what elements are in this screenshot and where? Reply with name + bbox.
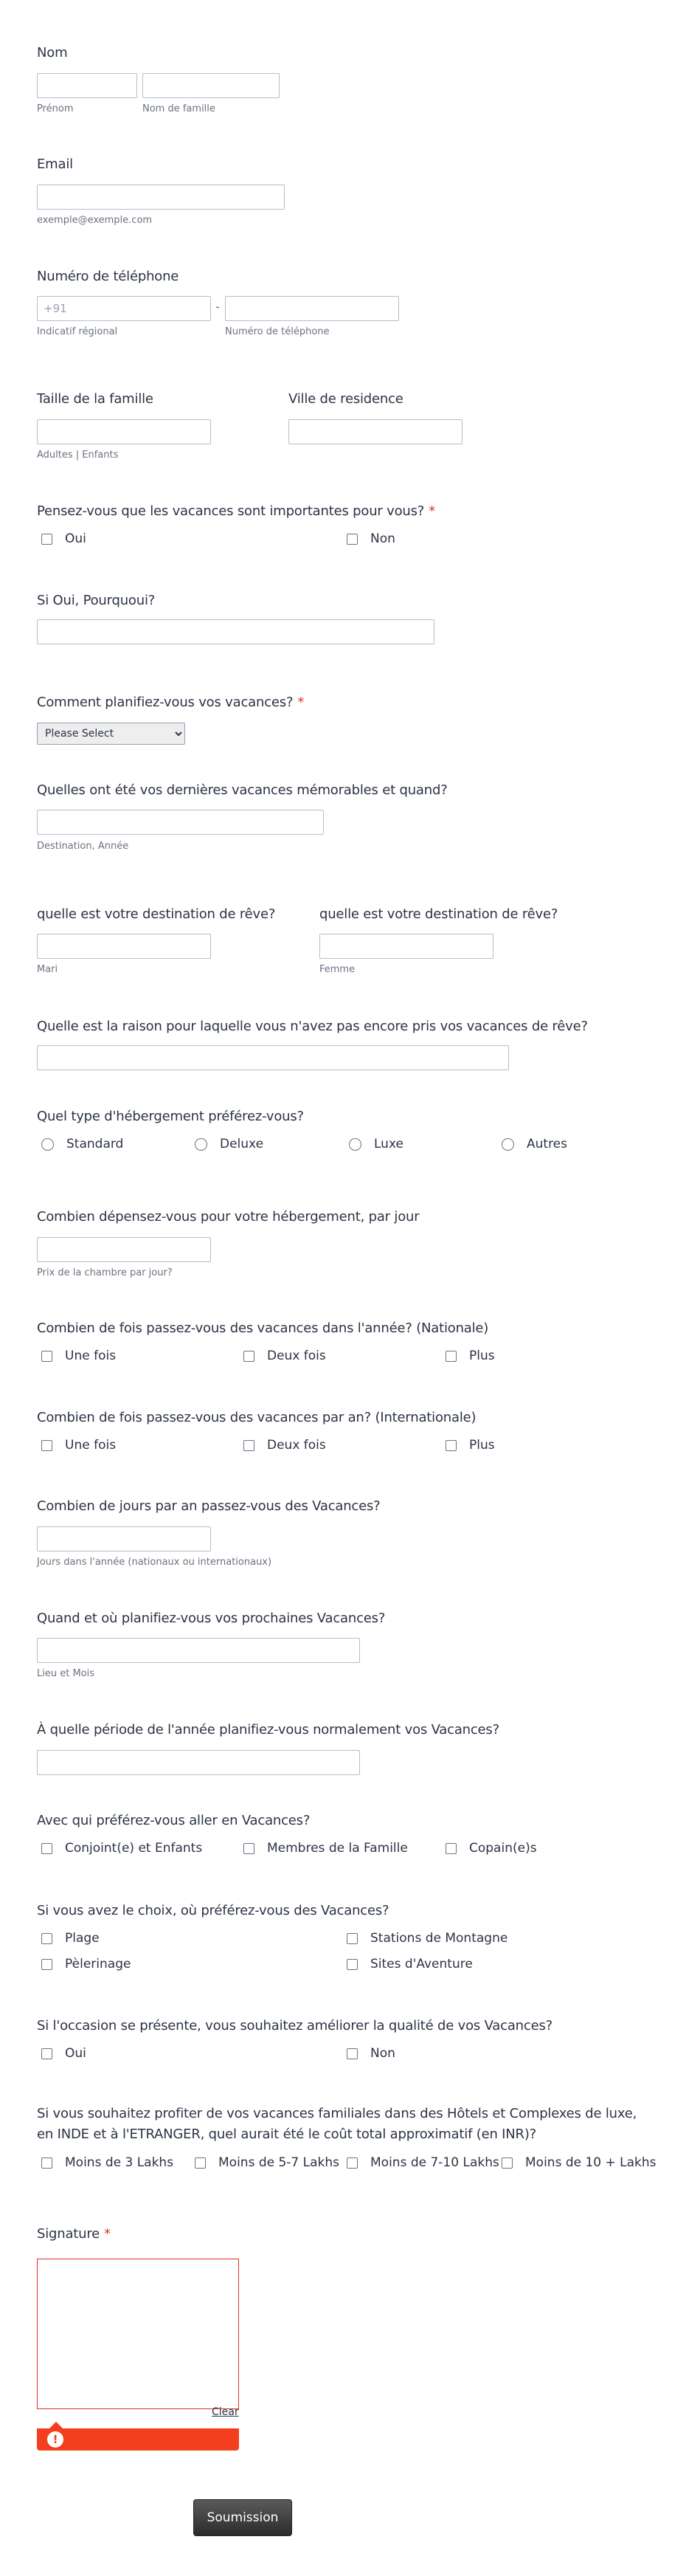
famille-hint: Adultes | Enfants xyxy=(37,450,119,461)
raison-input[interactable] xyxy=(37,1045,509,1070)
radio[interactable] xyxy=(502,1138,514,1151)
cout-10-plus-lakhs[interactable]: Moins de 10 + Lakhs xyxy=(502,2155,656,2170)
signature-pad[interactable] xyxy=(37,2259,239,2409)
reve-mari-hint: Mari xyxy=(37,964,58,975)
checkbox[interactable] xyxy=(347,534,358,545)
hebergement-autres[interactable]: Autres xyxy=(502,1137,567,1151)
reve-mari-label: quelle est votre destination de rêve? xyxy=(37,906,276,922)
jours-hint: Jours dans l'année (nationaux ou internationaux) xyxy=(37,1557,272,1568)
importantes-non[interactable]: Non xyxy=(347,531,395,546)
checkbox[interactable] xyxy=(41,2048,52,2059)
nationale-plus[interactable]: Plus xyxy=(446,1349,495,1363)
dernieres-label: Quelles ont été vos dernières vacances mémorables et quand? xyxy=(37,782,448,798)
avec-copains[interactable]: Copain(e)s xyxy=(446,1841,537,1856)
checkbox[interactable] xyxy=(41,2157,52,2169)
importantes-oui[interactable]: Oui xyxy=(41,531,86,546)
international-label: Combien de fois passez-vous des vacances par an? (Internationale) xyxy=(37,1410,477,1425)
raison-label: Quelle est la raison pour laquelle vous n'avez pas encore pris vos vacances de rêve? xyxy=(37,1019,588,1034)
prochaines-label: Quand et où planifiez-vous vos prochaines Vacances? xyxy=(37,1611,386,1626)
phone-code-hint: Indicatif régional xyxy=(37,326,118,337)
avec-famille[interactable]: Membres de la Famille xyxy=(243,1841,408,1856)
planifiez-label: Comment planifiez-vous vos vacances? * xyxy=(37,695,305,710)
nom-famille-input[interactable] xyxy=(142,73,280,98)
ville-label: Ville de residence xyxy=(288,391,403,407)
prochaines-hint: Lieu et Mois xyxy=(37,1668,95,1679)
checkbox[interactable] xyxy=(347,1933,358,1944)
checkbox[interactable] xyxy=(41,1933,52,1944)
signature-clear-link[interactable]: Clear xyxy=(212,2406,239,2418)
international-une-fois[interactable]: Une fois xyxy=(41,1438,116,1453)
reve-mari-input[interactable] xyxy=(37,934,211,959)
checkbox[interactable] xyxy=(41,1440,52,1451)
radio[interactable] xyxy=(41,1138,54,1151)
submit-button[interactable]: Soumission xyxy=(193,2499,292,2536)
ou-aventure[interactable]: Sites d'Aventure xyxy=(347,1957,473,1971)
ville-input[interactable] xyxy=(288,419,462,444)
reve-femme-input[interactable] xyxy=(319,934,493,959)
phone-number-hint: Numéro de téléphone xyxy=(225,326,330,337)
email-input[interactable] xyxy=(37,185,285,210)
phone-label: Numéro de téléphone xyxy=(37,269,179,284)
nationale-label: Combien de fois passez-vous des vacances dans l'année? (Nationale) xyxy=(37,1320,489,1336)
checkbox[interactable] xyxy=(243,1440,254,1451)
ameliorer-label: Si l'occasion se présente, vous souhaitez améliorer la qualité de vos Vacances? xyxy=(37,2018,552,2033)
phone-dash: - xyxy=(215,300,220,314)
importantes-label: Pensez-vous que les vacances sont importantes pour vous? * xyxy=(37,503,435,519)
famille-input[interactable] xyxy=(37,419,211,444)
depensez-input[interactable] xyxy=(37,1237,211,1262)
signature-error-bar xyxy=(37,2428,239,2451)
prochaines-input[interactable] xyxy=(37,1638,360,1663)
pourquoi-input[interactable] xyxy=(37,619,434,644)
ou-label: Si vous avez le choix, où préférez-vous des Vacances? xyxy=(37,1903,389,1918)
nom-label: Nom xyxy=(37,45,68,61)
radio[interactable] xyxy=(195,1138,207,1151)
hebergement-label: Quel type d'hébergement préférez-vous? xyxy=(37,1109,304,1124)
periode-label: À quelle période de l'année planifiez-vous normalement vos Vacances? xyxy=(37,1722,499,1738)
checkbox[interactable] xyxy=(446,1351,457,1362)
checkbox[interactable] xyxy=(41,1959,52,1970)
phone-number-input[interactable] xyxy=(225,296,399,321)
signature-label: Signature * xyxy=(37,2226,111,2242)
hebergement-luxe[interactable]: Luxe xyxy=(349,1137,403,1151)
error-icon: ! xyxy=(47,2431,63,2448)
cout-7-10-lakhs[interactable]: Moins de 7-10 Lakhs xyxy=(347,2155,499,2170)
nationale-une-fois[interactable]: Une fois xyxy=(41,1349,116,1363)
hebergement-standard[interactable]: Standard xyxy=(41,1137,123,1151)
email-hint: exemple@exemple.com xyxy=(37,215,153,226)
avec-label: Avec qui préférez-vous aller en Vacances? xyxy=(37,1813,311,1828)
reve-femme-label: quelle est votre destination de rêve? xyxy=(319,906,558,922)
checkbox[interactable] xyxy=(347,2157,358,2169)
checkbox[interactable] xyxy=(243,1351,254,1362)
ameliorer-non[interactable]: Non xyxy=(347,2046,395,2061)
checkbox[interactable] xyxy=(41,1843,52,1854)
checkbox[interactable] xyxy=(446,1843,457,1854)
prenom-hint: Prénom xyxy=(37,103,74,114)
checkbox[interactable] xyxy=(41,534,52,545)
cout-3-lakhs[interactable]: Moins de 3 Lakhs xyxy=(41,2155,173,2170)
nom-famille-hint: Nom de famille xyxy=(142,103,215,114)
checkbox[interactable] xyxy=(347,1959,358,1970)
pourquoi-label: Si Oui, Pourquoui? xyxy=(37,593,156,608)
dernieres-hint: Destination, Année xyxy=(37,841,129,852)
depensez-hint: Prix de la chambre par jour? xyxy=(37,1267,173,1278)
checkbox[interactable] xyxy=(347,2048,358,2059)
cout-5-7-lakhs[interactable]: Moins de 5-7 Lakhs xyxy=(195,2155,339,2170)
prenom-input[interactable] xyxy=(37,73,137,98)
checkbox[interactable] xyxy=(446,1440,457,1451)
phone-code-input[interactable] xyxy=(37,296,211,321)
hebergement-deluxe[interactable]: Deluxe xyxy=(195,1137,263,1151)
email-label: Email xyxy=(37,156,73,172)
checkbox[interactable] xyxy=(41,1351,52,1362)
jours-label: Combien de jours par an passez-vous des Vacances? xyxy=(37,1498,381,1514)
cout-label: Si vous souhaitez profiter de vos vacances familiales dans des Hôtels et Complexes de luxe, en INDE et à l'ETRANGER, quel aurait été le coût total approximatif (en INR)? xyxy=(37,2106,637,2142)
international-plus[interactable]: Plus xyxy=(446,1438,495,1453)
dernieres-input[interactable] xyxy=(37,810,324,835)
ou-montagne[interactable]: Stations de Montagne xyxy=(347,1931,507,1946)
checkbox[interactable] xyxy=(243,1843,254,1854)
famille-label: Taille de la famille xyxy=(37,391,153,407)
jours-input[interactable] xyxy=(37,1526,211,1552)
planifiez-select[interactable] xyxy=(37,723,185,745)
reve-femme-hint: Femme xyxy=(319,964,356,975)
ou-plage[interactable]: Plage xyxy=(41,1931,100,1946)
radio[interactable] xyxy=(349,1138,361,1151)
nationale-deux-fois[interactable]: Deux fois xyxy=(243,1349,326,1363)
avec-conjoint[interactable]: Conjoint(e) et Enfants xyxy=(41,1841,202,1856)
periode-input[interactable] xyxy=(37,1750,360,1775)
international-deux-fois[interactable]: Deux fois xyxy=(243,1438,326,1453)
depensez-label: Combien dépensez-vous pour votre hébergement, par jour xyxy=(37,1209,420,1225)
ou-pelerinage[interactable]: Pèlerinage xyxy=(41,1957,131,1971)
ameliorer-oui[interactable]: Oui xyxy=(41,2046,86,2061)
checkbox[interactable] xyxy=(502,2157,513,2169)
checkbox[interactable] xyxy=(195,2157,206,2169)
